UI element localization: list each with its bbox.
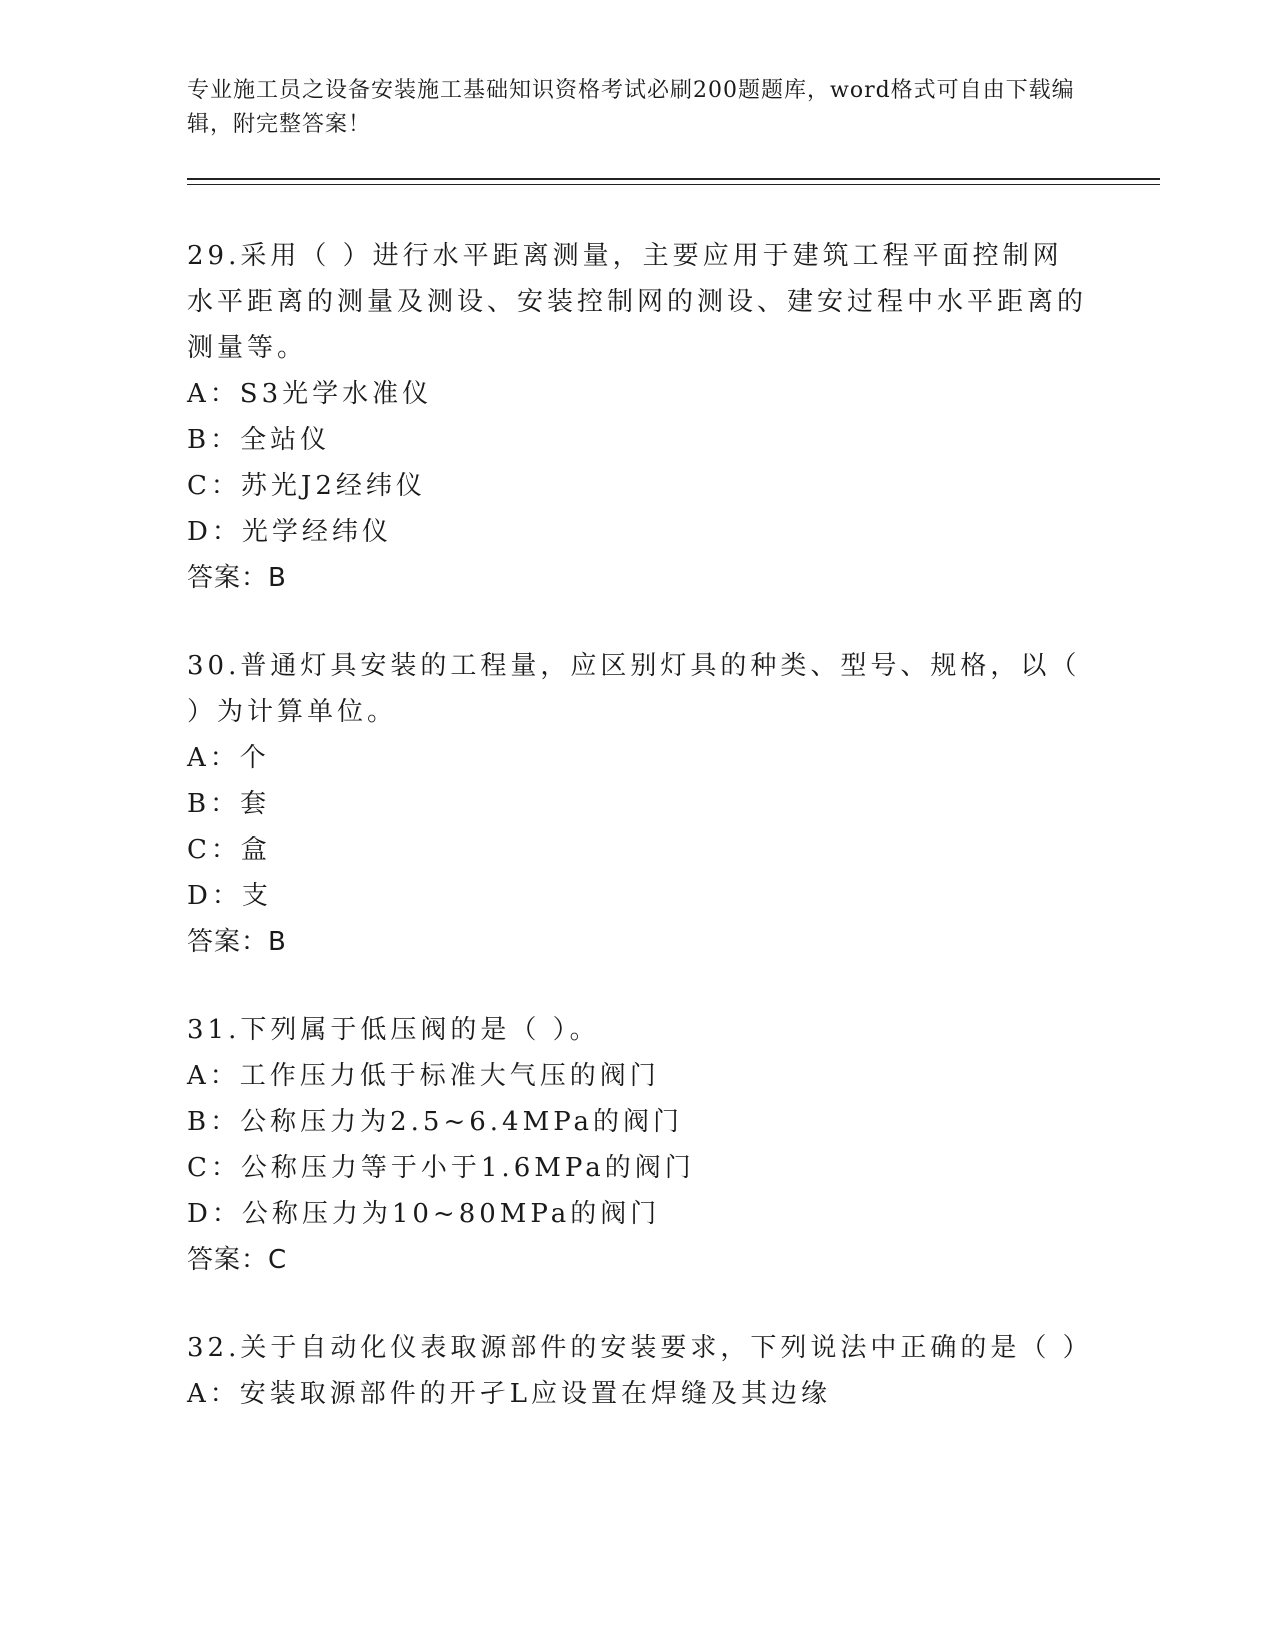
option-b: B：全站仪: [187, 425, 331, 455]
option-b: B：套: [187, 789, 271, 819]
question-list: [187, 233, 1093, 1459]
question-30: [187, 643, 1087, 965]
header-divider-thin: [187, 184, 1160, 185]
option-c: C：苏光J2经纬仪: [187, 471, 426, 501]
question-text: 32.关于自动化仪表取源部件的安装要求，下列说法中正确的是（ ）: [187, 1333, 1093, 1363]
option-d: D：光学经纬仪: [187, 517, 392, 547]
option-c: C：盒: [187, 835, 271, 865]
option-a: A：工作压力低于标准大气压的阀门: [187, 1061, 660, 1091]
question-31: [187, 1007, 1087, 1283]
answer: 答案：C: [187, 1245, 288, 1275]
option-a: A：S3光学水准仪: [187, 379, 433, 409]
question-text: 30.普通灯具安装的工程量，应区别灯具的种类、型号、规格，以（ ）为计算单位。: [187, 651, 1081, 727]
question-29: [187, 233, 1087, 601]
option-a: A：个: [187, 743, 270, 773]
option-a: A：安装取源部件的开孑L应设置在焊缝及其边缘: [187, 1379, 832, 1409]
option-d: D：支: [187, 881, 272, 911]
answer: 答案：B: [187, 563, 287, 593]
header-divider-thick: [187, 178, 1160, 180]
question-32: [187, 1325, 1093, 1417]
option-b: B：公称压力为2.5~6.4MPa的阀门: [187, 1107, 684, 1137]
option-c: C：公称压力等于小于1.6MPa的阀门: [187, 1153, 695, 1183]
question-text: 29.采用（ ）进行水平距离测量，主要应用于建筑工程平面控制网水平距离的测量及测设、安装控制网的测设、建安过程中水平距离的测量等。: [187, 241, 1088, 363]
document-header: 专业施工员之设备安装施工基础知识资格考试必刷200题题库，word格式可自由下载编辑，附完整答案！: [187, 78, 1075, 137]
option-d: D：公称压力为10~80MPa的阀门: [187, 1199, 661, 1229]
question-text: 31.下列属于低压阀的是（ ）。: [187, 1015, 600, 1045]
answer: 答案：B: [187, 927, 287, 957]
